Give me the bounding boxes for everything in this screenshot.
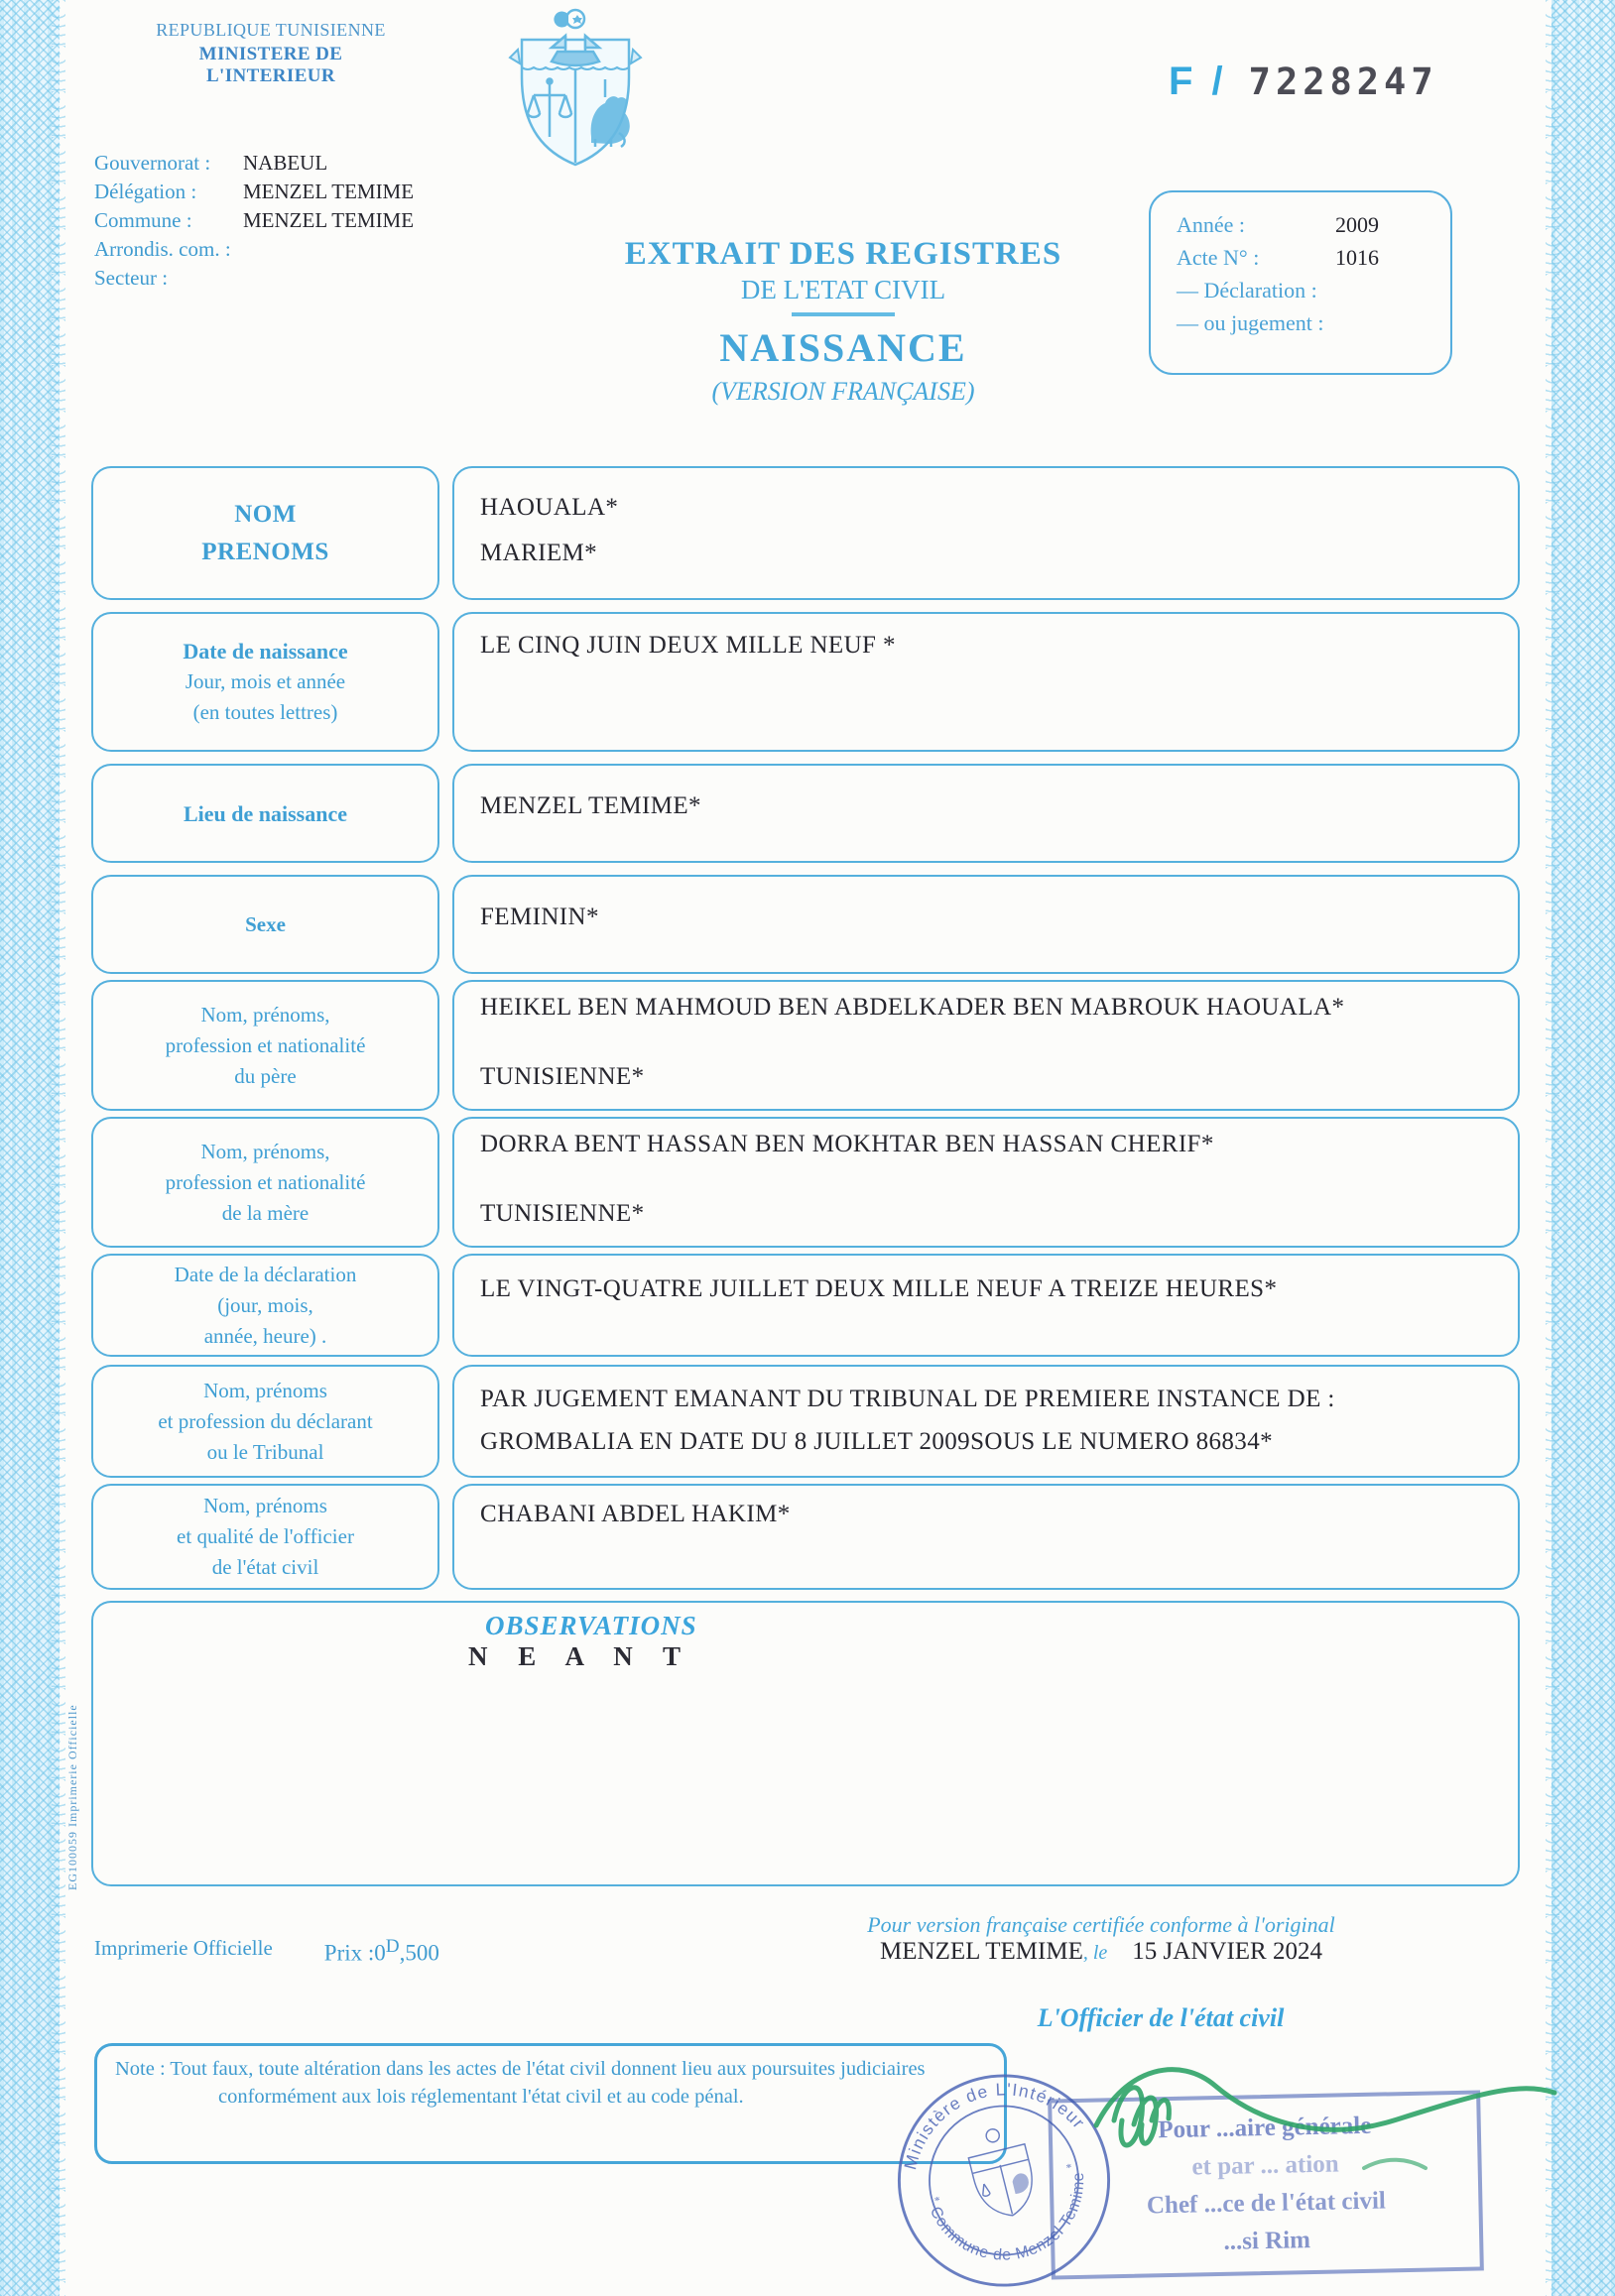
field-value <box>452 466 1520 600</box>
arrondissement-row <box>94 235 414 264</box>
field-value <box>452 1365 1520 1478</box>
table-row-declarant-tribunal <box>91 1365 1520 1478</box>
le-label: , le <box>1082 1942 1108 1964</box>
value-line: MARIEM* <box>480 540 598 566</box>
imprimerie-price-line <box>94 1936 439 1967</box>
round-stamp-bottom-text: Commune de Menzel Temime <box>926 2171 1088 2264</box>
annee-value: 2009 <box>1335 212 1379 237</box>
table-row-date-naissance <box>91 612 1520 752</box>
right-guilloche-border <box>1552 0 1615 2296</box>
field-value <box>452 1254 1520 1357</box>
officer-title: L'Officier de l'état civil <box>1037 2003 1285 2032</box>
delegation-row <box>94 178 414 206</box>
observations-value: N E A N T <box>468 1641 693 1671</box>
annee-label: Année : <box>1177 212 1246 237</box>
annee-row <box>1177 208 1450 241</box>
table-row-lieu-naissance <box>91 764 1520 863</box>
value-line: FEMININ* <box>480 904 599 930</box>
field-label <box>91 980 439 1111</box>
label-line: profession et nationalité <box>165 1169 366 1194</box>
jugement-row: — ou jugement : <box>1177 310 1324 335</box>
value-line: TUNISIENNE* <box>480 1200 645 1227</box>
header-authority <box>137 20 405 87</box>
certification-line: Pour version française certifiée conforme à l'original <box>867 1912 1335 1937</box>
commune-row <box>94 206 414 235</box>
delegation-value: MENZEL TEMIME <box>243 180 415 203</box>
field-label <box>91 1484 439 1590</box>
value-line: DORRA BENT HASSAN BEN MOKHTAR BEN HASSAN CHERIF* <box>480 1131 1214 1157</box>
field-label <box>91 764 439 863</box>
label-line: Date de la déclaration <box>174 1262 357 1286</box>
label-line: de la mère <box>221 1200 310 1225</box>
value-line: HAOUALA* <box>480 494 619 521</box>
secteur-row <box>94 264 414 293</box>
tunisia-emblem-icon <box>508 6 643 178</box>
printer-side-code: EG100059 Imprimerie Officielle <box>65 1704 79 1890</box>
republic-line: REPUBLIQUE TUNISIENNE <box>156 20 386 40</box>
label-line: Jour, mois et année <box>185 669 346 693</box>
value-line: LE CINQ JUIN DEUX MILLE NEUF * <box>480 632 896 659</box>
field-value <box>452 764 1520 863</box>
title-rule <box>792 312 895 316</box>
place-date-line <box>813 1938 1389 1966</box>
rect-stamp-line: Pour ...aire générale <box>1158 2112 1372 2144</box>
acte-number-value: 1016 <box>1335 245 1379 270</box>
round-stamp-top-text: Ministère de L'Intérieur <box>900 2079 1090 2172</box>
secteur-label: Secteur : <box>94 266 169 290</box>
value-line: LE VINGT-QUATRE JUILLET DEUX MILLE NEUF A TREIZE HEURES* <box>480 1275 1278 1302</box>
gouvernorat-label: Gouvernorat : <box>94 151 211 175</box>
date-value: 15 JANVIER 2024 <box>1132 1938 1322 1965</box>
rect-stamp-line: ...si Rim <box>1223 2227 1311 2255</box>
label-line: Nom, prénoms, <box>200 1139 330 1163</box>
label-line: Date de naissance <box>183 639 348 664</box>
serial-number <box>1169 60 1438 104</box>
value-line: GROMBALIA EN DATE DU 8 JUILLET 2009SOUS LE NUMERO 86834* <box>480 1428 1274 1455</box>
label-line: Nom, prénoms, <box>200 1002 330 1027</box>
field-label <box>91 875 439 974</box>
field-label <box>91 1365 439 1478</box>
title-line-1: EXTRAIT DES REGISTRES <box>624 236 1062 272</box>
title-naissance: NAISSANCE <box>719 325 967 370</box>
imprimerie-label: Imprimerie Officielle <box>94 1936 273 1960</box>
field-value <box>452 1117 1520 1248</box>
svg-text:*: * <box>1064 2160 1074 2175</box>
table-row-officier <box>91 1484 1520 1590</box>
label-line: PRENOMS <box>201 538 329 565</box>
value-line: HEIKEL BEN MAHMOUD BEN ABDELKADER BEN MABROUK HAOUALA* <box>480 994 1345 1021</box>
value-line: CHABANI ABDEL HAKIM* <box>480 1501 791 1527</box>
acte-number-label: Acte N° : <box>1177 245 1260 270</box>
label-line: du père <box>234 1063 297 1088</box>
field-label <box>91 1117 439 1248</box>
serial-prefix: F / <box>1169 60 1227 103</box>
field-value <box>452 612 1520 752</box>
declaration-row: — Déclaration : <box>1177 278 1317 302</box>
field-value <box>452 875 1520 974</box>
field-value <box>452 980 1520 1111</box>
officer-rect-stamp <box>1048 2090 1484 2279</box>
commune-label: Commune : <box>94 208 192 232</box>
rect-stamp-line: et par ... ation <box>1191 2150 1339 2181</box>
field-label <box>91 1254 439 1357</box>
observations-box <box>91 1601 1520 1886</box>
region-info <box>94 149 414 293</box>
document-title <box>556 236 1131 407</box>
gouvernorat-row <box>94 149 414 178</box>
label-line: année, heure) . <box>203 1323 327 1348</box>
left-guilloche-border <box>0 0 60 2296</box>
field-label <box>91 612 439 752</box>
table-row-pere <box>91 980 1520 1111</box>
place-value: MENZEL TEMIME <box>880 1938 1083 1965</box>
observations-title: OBSERVATIONS <box>485 1611 697 1640</box>
commune-value: MENZEL TEMIME <box>243 208 415 232</box>
price-label: Prix $:0^D,500$ <box>323 1936 439 1966</box>
title-version: (VERSION FRANÇAISE) <box>711 377 975 406</box>
label-line: Nom, prénoms <box>203 1378 327 1402</box>
gouvernorat-value: NABEUL <box>243 151 328 175</box>
table-row-mere <box>91 1117 1520 1248</box>
label-line: (jour, mois, <box>217 1292 313 1317</box>
label-line: et profession du déclarant <box>158 1408 373 1433</box>
label-line: ou le Tribunal <box>206 1439 324 1464</box>
table-row-nom-prenoms <box>91 466 1520 600</box>
label-line: profession et nationalité <box>165 1032 366 1057</box>
table-row-sexe <box>91 875 1520 974</box>
title-line-2: DE L'ETAT CIVIL <box>740 275 946 304</box>
label-line: (en toutes lettres) <box>192 700 338 724</box>
rect-stamp-line: Chef ...ce de l'état civil <box>1146 2187 1387 2220</box>
value-line: PAR JUGEMENT EMANANT DU TRIBUNAL DE PREMIERE INSTANCE DE : <box>480 1386 1335 1412</box>
secteur-value <box>241 264 243 293</box>
value-line: MENZEL TEMIME* <box>480 792 701 819</box>
label-line: de l'état civil <box>211 1555 319 1579</box>
field-label <box>91 466 439 600</box>
table-row-date-declaration <box>91 1254 1520 1357</box>
arrondissement-label: Arrondis. com. : <box>94 237 231 261</box>
label-line: Sexe <box>245 911 286 936</box>
svg-text:*: * <box>932 2194 942 2209</box>
legal-note-text: Note : Tout faux, toute altération dans les actes de l'état civil donnent lieu aux poursuites judiciaires conformément aux lois réglementant l'état civil et au code pénal. <box>115 2058 926 2108</box>
label-line: NOM <box>234 500 297 528</box>
acte-reference-box <box>1149 190 1452 375</box>
field-value <box>452 1484 1520 1590</box>
label-line: et qualité de l'officier <box>177 1524 354 1548</box>
serial-digits: 7228247 <box>1248 60 1438 103</box>
ministry-line: MINISTERE DE L'INTERIEUR <box>198 44 343 86</box>
delegation-label: Délégation : <box>94 180 197 203</box>
label-line: Lieu de naissance <box>183 800 348 826</box>
civil-record-table <box>91 466 1520 1598</box>
label-line: Nom, prénoms <box>203 1494 327 1517</box>
arrondissement-value <box>241 235 243 264</box>
value-line: TUNISIENNE* <box>480 1063 645 1090</box>
acte-number-row <box>1177 241 1450 274</box>
